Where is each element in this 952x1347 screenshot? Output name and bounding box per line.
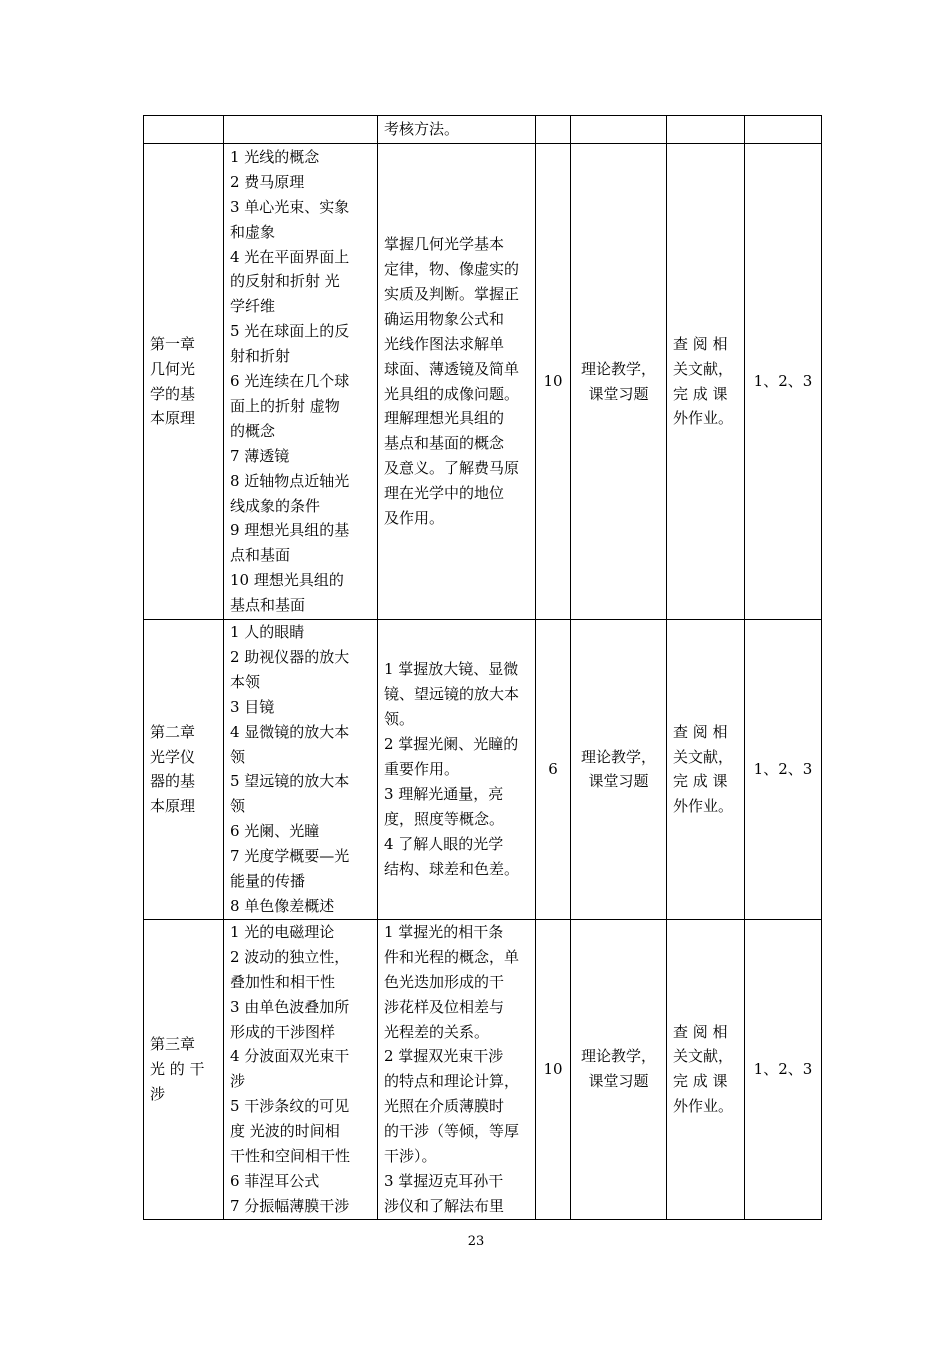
text-line: 完 成 课 <box>673 384 728 403</box>
text-line: 的反射和折射 光 <box>230 272 340 291</box>
text-line: 6 菲涅耳公式 <box>230 1172 320 1190</box>
text-line: 3 理解光通量，亮 <box>384 784 504 803</box>
text-line: 实质及判断。掌握正 <box>384 284 520 303</box>
text-line: 光学仪 <box>150 747 196 766</box>
text-line: 3 单心光束、实象 <box>230 197 350 216</box>
goals-cell <box>378 144 536 620</box>
text-line: 课堂习题 <box>588 384 649 403</box>
text-line: 涉 <box>150 1084 166 1103</box>
text-line: 2 助视仪器的放大 <box>230 647 350 666</box>
text-line: 光程差的关系。 <box>384 1022 490 1041</box>
text-line: 确运用物象公式和 <box>384 309 505 328</box>
text-line: 完 成 课 <box>673 1072 728 1091</box>
text-line: 重要作用。 <box>384 759 460 778</box>
text-line: 干性和空间相干性 <box>230 1147 351 1166</box>
text-line: 1 光线的概念 <box>230 147 320 166</box>
text-line: 几何光 <box>150 359 196 378</box>
text-line: 外作业。 <box>673 797 734 816</box>
text-line: 2 费马原理 <box>230 172 305 191</box>
text-line: 第一章 <box>150 334 196 353</box>
topics-cell <box>224 144 378 620</box>
text-line: 10 理想光具组的 <box>230 571 344 590</box>
text-line: 查 阅 相 <box>673 334 728 353</box>
text-line: 本原理 <box>150 409 196 428</box>
text-line: 第三章 <box>150 1035 196 1054</box>
text-line: 点和基面 <box>230 546 291 565</box>
text-line: 和虚象 <box>230 222 276 241</box>
text-line: 课堂习题 <box>588 772 649 791</box>
text-line: 面上的折射 虚物 <box>230 396 340 415</box>
method-cell <box>571 620 667 920</box>
topics-cell <box>224 620 378 920</box>
text-line: 本原理 <box>150 797 196 816</box>
text-line: 及作用。 <box>384 509 445 528</box>
text-line: 结构、球差和色差。 <box>384 859 520 878</box>
references-cell: 1、2、3 <box>745 919 822 1219</box>
goals-cell <box>378 919 536 1219</box>
method-cell <box>571 144 667 620</box>
text-line: 6 光阑、光瞳 <box>230 822 320 841</box>
text-line: 光线作图法求解单 <box>384 334 505 353</box>
goals-cell: 考核方法。 <box>378 116 536 144</box>
text-line: 学的基 <box>150 384 196 403</box>
text-line: 外作业。 <box>673 409 734 428</box>
text-line: 学纤维 <box>230 297 276 316</box>
text-line: 第二章 <box>150 722 196 741</box>
text-line: 2 波动的独立性， <box>230 947 350 966</box>
text-line: 7 分振幅薄膜干涉 <box>230 1196 350 1215</box>
continued-row <box>144 116 822 144</box>
text-line: 镜、望远镜的放大本 <box>384 685 520 704</box>
chapter-cell <box>144 620 224 920</box>
text-line: 3 由单色波叠加所 <box>230 997 350 1016</box>
text-line: 5 光在球面上的反 <box>230 322 350 341</box>
text-line: 1 光的电磁理论 <box>230 922 335 941</box>
text-line: 3 掌握迈克耳孙干 <box>384 1172 504 1190</box>
text-line: 5 干涉条纹的可见 <box>230 1097 350 1116</box>
text-line: 光 的 干 <box>150 1059 205 1078</box>
text-line: 理论教学， <box>580 747 656 766</box>
text-line: 4 分波面双光束干 <box>230 1047 350 1066</box>
references-cell: 1、2、3 <box>745 144 822 620</box>
syllabus-table <box>143 115 822 1220</box>
text-line: 度，照度等概念。 <box>384 809 505 828</box>
references-cell <box>745 116 822 144</box>
text-line: 的概念 <box>230 421 276 440</box>
text-line: 涉 <box>230 1072 246 1091</box>
topics-cell <box>224 116 378 144</box>
chapter-row <box>144 919 822 1219</box>
goals-cell <box>378 620 536 920</box>
text-line: 度 光波的时间相 <box>230 1122 340 1141</box>
text-line: 关文献， <box>673 747 734 766</box>
text-line: 领 <box>230 797 246 816</box>
text-line: 的特点和理论计算， <box>384 1072 520 1091</box>
chapter-row <box>144 620 822 920</box>
references-cell: 1、2、3 <box>745 620 822 920</box>
text-line: 色光迭加形成的干 <box>384 972 505 991</box>
method-cell <box>571 919 667 1219</box>
text-line: 4 了解人眼的光学 <box>384 834 504 853</box>
text-line: 光照在介质薄膜时 <box>384 1097 505 1116</box>
text-line: 1 人的眼睛 <box>230 623 305 641</box>
text-line: 1 掌握光的相干条 <box>384 922 504 941</box>
text-line: 关文献， <box>673 1047 734 1066</box>
text-line: 查 阅 相 <box>673 1022 728 1041</box>
text-line: 涉仪和了解法布里 <box>384 1196 505 1215</box>
text-line: 6 光连续在几个球 <box>230 372 350 391</box>
text-line: 基点和基面的概念 <box>384 434 505 453</box>
text-line: 光具组的成像问题。 <box>384 384 520 403</box>
text-line: 射和折射 <box>230 347 291 366</box>
text-line: 干涉）。 <box>384 1147 437 1166</box>
after-class-cell <box>667 116 745 144</box>
text-line: 基点和基面 <box>230 596 306 615</box>
text-line: 2 掌握双光束干涉 <box>384 1047 504 1066</box>
hours-cell <box>536 116 571 144</box>
text-line: 球面、薄透镜及简单 <box>384 359 520 378</box>
text-line: 的干涉（等倾，等厚 <box>384 1122 520 1141</box>
text-line: 8 近轴物点近轴光 <box>230 471 350 490</box>
chapter-cell <box>144 116 224 144</box>
text-line: 查 阅 相 <box>673 722 728 741</box>
text-line: 理在光学中的地位 <box>384 484 505 503</box>
text-line: 关文献， <box>673 359 734 378</box>
text-line: 掌握几何光学基本 <box>384 235 505 254</box>
after-class-cell <box>667 919 745 1219</box>
text-line: 8 单色像差概述 <box>230 896 335 915</box>
text-line: 领 <box>230 747 246 766</box>
text-line: 涉花样及位相差与 <box>384 997 505 1016</box>
text-line: 能量的传播 <box>230 872 306 891</box>
page-number: 23 <box>467 1234 485 1249</box>
text-line: 外作业。 <box>673 1097 734 1116</box>
text-line: 叠加性和相干性 <box>230 972 336 991</box>
text-line: 完 成 课 <box>673 772 728 791</box>
chapter-cell <box>144 919 224 1219</box>
after-class-cell <box>667 620 745 920</box>
text-line: 领。 <box>384 710 415 729</box>
chapter-row <box>144 144 822 620</box>
topics-cell <box>224 919 378 1219</box>
text-line: 7 薄透镜 <box>230 446 290 465</box>
text-line: 7 光度学概要—光 <box>230 847 350 866</box>
after-class-cell <box>667 144 745 620</box>
hours-cell: 6 <box>536 620 571 920</box>
hours-cell: 10 <box>536 919 571 1219</box>
hours-cell: 10 <box>536 144 571 620</box>
text-line: 9 理想光具组的基 <box>230 521 350 540</box>
text-line: 课堂习题 <box>588 1072 649 1091</box>
text-line: 形成的干涉图样 <box>230 1022 336 1041</box>
text-line: 本领 <box>230 672 261 691</box>
text-line: 定律，物、像虚实的 <box>384 259 520 278</box>
text-line: 4 显微镜的放大本 <box>230 722 350 741</box>
text-line: 4 光在平面界面上 <box>230 247 350 266</box>
text-line: 及意义。了解费马原 <box>384 459 520 478</box>
text-line: 2 掌握光阑、光瞳的 <box>384 735 519 754</box>
text-line: 5 望远镜的放大本 <box>230 772 350 791</box>
text-line: 件和光程的概念，单 <box>384 947 520 966</box>
chapter-cell <box>144 144 224 620</box>
text-line: 线成象的条件 <box>230 496 321 515</box>
text-line: 理论教学， <box>580 359 656 378</box>
text-line: 理解理想光具组的 <box>384 409 505 428</box>
text-line: 理论教学， <box>580 1047 656 1066</box>
text-line: 1 掌握放大镜、显微 <box>384 660 519 679</box>
text-line: 3 目镜 <box>230 697 275 716</box>
text-line: 器的基 <box>150 772 196 791</box>
method-cell <box>571 116 667 144</box>
